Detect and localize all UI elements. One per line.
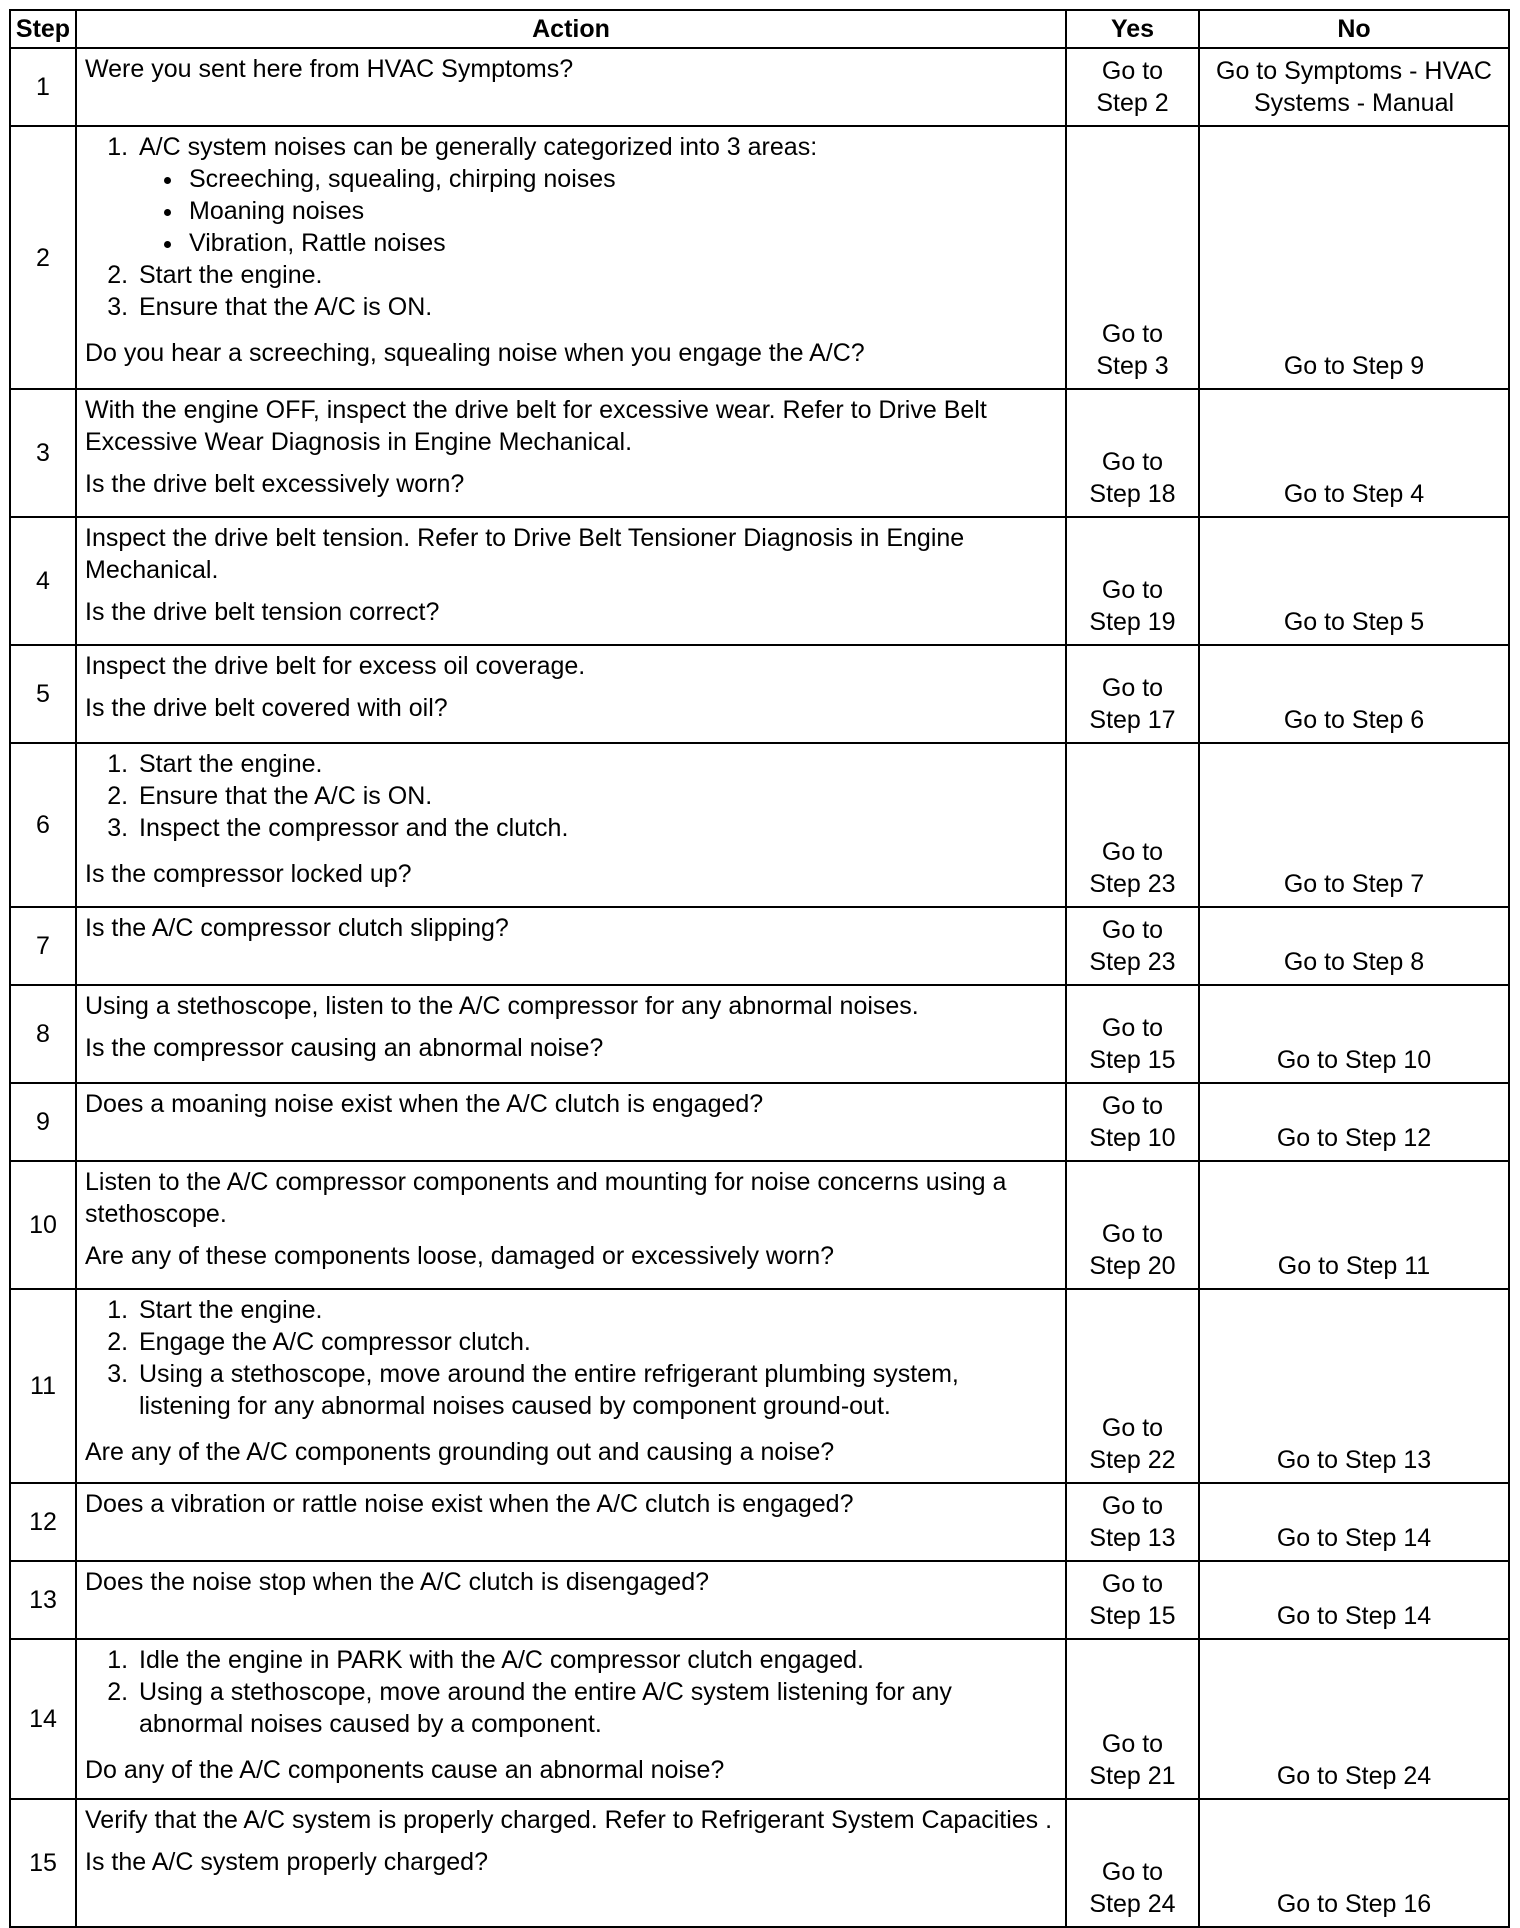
action-text: Is the A/C compressor clutch slipping? (76, 907, 1066, 985)
action-cell (76, 1639, 1066, 1799)
action-column-header: Action (76, 10, 1066, 48)
no-result: Go to Step 24 (1199, 1639, 1509, 1799)
table-row (10, 389, 1509, 517)
noise-category: • Moaning noises (185, 195, 1057, 227)
instruction-item: 3. Using a stethoscope, move around the entire refrigerant plumbing system, listening for any abnormal noises caused by component ground-out. (135, 1358, 1057, 1422)
step-number: 12 (10, 1483, 76, 1561)
yes-result: Go to Step 15 (1066, 985, 1199, 1083)
noise-category: • Vibration, Rattle noises (185, 227, 1057, 259)
noise-category-list (139, 163, 1057, 259)
table-row (10, 1083, 1509, 1161)
instruction-item: 2. Using a stethoscope, move around the entire A/C system listening for any abnormal noises caused by a component. (135, 1676, 1057, 1740)
no-result: Go to Symptoms - HVAC Systems - Manual (1199, 48, 1509, 126)
question-text: Do any of the A/C components cause an abnormal noise? (85, 1756, 725, 1784)
table-row (10, 1161, 1509, 1289)
action-cell (76, 1161, 1066, 1289)
yes-result: Go to Step 23 (1066, 743, 1199, 907)
table-row (10, 517, 1509, 645)
yes-result: Go to Step 19 (1066, 517, 1199, 645)
instruction-item: 2. Engage the A/C compressor clutch. (135, 1326, 1057, 1358)
no-result: Go to Step 5 (1199, 517, 1509, 645)
instruction-list (85, 131, 1057, 323)
instruction-text: A/C system noises can be generally categorized into 3 areas: (139, 133, 818, 161)
yes-result: Go to Step 10 (1066, 1083, 1199, 1161)
step-number: 9 (10, 1083, 76, 1161)
action-text: Were you sent here from HVAC Symptoms? (76, 48, 1066, 126)
table-row (10, 645, 1509, 743)
no-result: Go to Step 9 (1199, 126, 1509, 389)
yes-result: Go to Step 13 (1066, 1483, 1199, 1561)
statement-text: Inspect the drive belt tension. Refer to Drive Belt Tensioner Diagnosis in Engine Mechanical. (85, 524, 965, 584)
header-row (10, 10, 1509, 48)
step-number: 2 (10, 126, 76, 389)
step-column-header: Step (10, 10, 76, 48)
instruction-list (85, 1294, 1057, 1422)
action-text: Does the noise stop when the A/C clutch is disengaged? (76, 1561, 1066, 1639)
action-cell (76, 389, 1066, 517)
action-cell (76, 985, 1066, 1083)
table-row (10, 1483, 1509, 1561)
statement-text: Using a stethoscope, listen to the A/C compressor for any abnormal noises. (85, 992, 919, 1020)
question-text: Is the compressor causing an abnormal noise? (85, 1034, 604, 1062)
diagnostic-table (9, 9, 1510, 1928)
no-result: Go to Step 13 (1199, 1289, 1509, 1483)
question-text: Is the drive belt excessively worn? (85, 470, 465, 498)
statement-text: With the engine OFF, inspect the drive belt for excessive wear. Refer to Drive Belt Excessive Wear Diagnosis in Engine Mechanical. (85, 396, 987, 456)
noise-category: • Screeching, squealing, chirping noises (185, 163, 1057, 195)
action-cell (76, 1289, 1066, 1483)
action-cell (76, 517, 1066, 645)
no-result: Go to Step 14 (1199, 1483, 1509, 1561)
step-number: 10 (10, 1161, 76, 1289)
action-text: Does a vibration or rattle noise exist when the A/C clutch is engaged? (76, 1483, 1066, 1561)
no-column-header: No (1199, 10, 1509, 48)
step-number: 13 (10, 1561, 76, 1639)
step-number: 6 (10, 743, 76, 907)
yes-result: Go to Step 15 (1066, 1561, 1199, 1639)
action-cell (76, 1799, 1066, 1927)
yes-result: Go to Step 2 (1066, 48, 1199, 126)
statement-text: Inspect the drive belt for excess oil coverage. (85, 652, 586, 680)
step-number: 14 (10, 1639, 76, 1799)
step-number: 3 (10, 389, 76, 517)
yes-result: Go to Step 23 (1066, 907, 1199, 985)
step-number: 1 (10, 48, 76, 126)
step-number: 15 (10, 1799, 76, 1927)
question-text: Is the drive belt tension correct? (85, 598, 440, 626)
instruction-item: 1. Start the engine. (135, 1294, 1057, 1326)
action-cell (76, 743, 1066, 907)
instruction-list (85, 748, 1057, 844)
step-number: 5 (10, 645, 76, 743)
table-row (10, 743, 1509, 907)
action-cell (76, 126, 1066, 389)
yes-result: Go to Step 24 (1066, 1799, 1199, 1927)
question-text: Is the A/C system properly charged? (85, 1848, 488, 1876)
question-text: Are any of these components loose, damaged or excessively worn? (85, 1242, 835, 1270)
question-text: Is the drive belt covered with oil? (85, 694, 448, 722)
step-number: 8 (10, 985, 76, 1083)
no-result: Go to Step 6 (1199, 645, 1509, 743)
question-text: Do you hear a screeching, squealing noise when you engage the A/C? (85, 339, 865, 367)
table-row (10, 1639, 1509, 1799)
step-number: 4 (10, 517, 76, 645)
no-result: Go to Step 14 (1199, 1561, 1509, 1639)
table-row (10, 1289, 1509, 1483)
yes-column-header: Yes (1066, 10, 1199, 48)
no-result: Go to Step 10 (1199, 985, 1509, 1083)
no-result: Go to Step 12 (1199, 1083, 1509, 1161)
question-text: Is the compressor locked up? (85, 860, 412, 888)
instruction-item: 3. Inspect the compressor and the clutch. (135, 812, 1057, 844)
action-cell (76, 645, 1066, 743)
step-number: 7 (10, 907, 76, 985)
yes-result: Go to Step 21 (1066, 1639, 1199, 1799)
yes-result: Go to Step 18 (1066, 389, 1199, 517)
step-number: 11 (10, 1289, 76, 1483)
instruction-item: 1. Start the engine. (135, 748, 1057, 780)
question-text: Are any of the A/C components grounding out and causing a noise? (85, 1438, 835, 1466)
instruction-item: 3. Ensure that the A/C is ON. (135, 291, 1057, 323)
no-result: Go to Step 16 (1199, 1799, 1509, 1927)
table-row (10, 985, 1509, 1083)
yes-result: Go to Step 17 (1066, 645, 1199, 743)
no-result: Go to Step 11 (1199, 1161, 1509, 1289)
yes-result: Go to Step 20 (1066, 1161, 1199, 1289)
table-row (10, 126, 1509, 389)
no-result: Go to Step 4 (1199, 389, 1509, 517)
yes-result: Go to Step 22 (1066, 1289, 1199, 1483)
table-row (10, 1799, 1509, 1927)
instruction-item: 1. Idle the engine in PARK with the A/C compressor clutch engaged. (135, 1644, 1057, 1676)
statement-text: Verify that the A/C system is properly charged. Refer to Refrigerant System Capacities . (85, 1806, 1053, 1834)
table-row (10, 1561, 1509, 1639)
statement-text: Listen to the A/C compressor components and mounting for noise concerns using a stethoscope. (85, 1168, 1007, 1228)
instruction-item (135, 131, 1057, 259)
table-row (10, 907, 1509, 985)
instruction-item: 2. Start the engine. (135, 259, 1057, 291)
no-result: Go to Step 8 (1199, 907, 1509, 985)
table-row (10, 48, 1509, 126)
instruction-list (85, 1644, 1057, 1740)
action-text: Does a moaning noise exist when the A/C clutch is engaged? (76, 1083, 1066, 1161)
yes-result: Go to Step 3 (1066, 126, 1199, 389)
instruction-item: 2. Ensure that the A/C is ON. (135, 780, 1057, 812)
no-result: Go to Step 7 (1199, 743, 1509, 907)
